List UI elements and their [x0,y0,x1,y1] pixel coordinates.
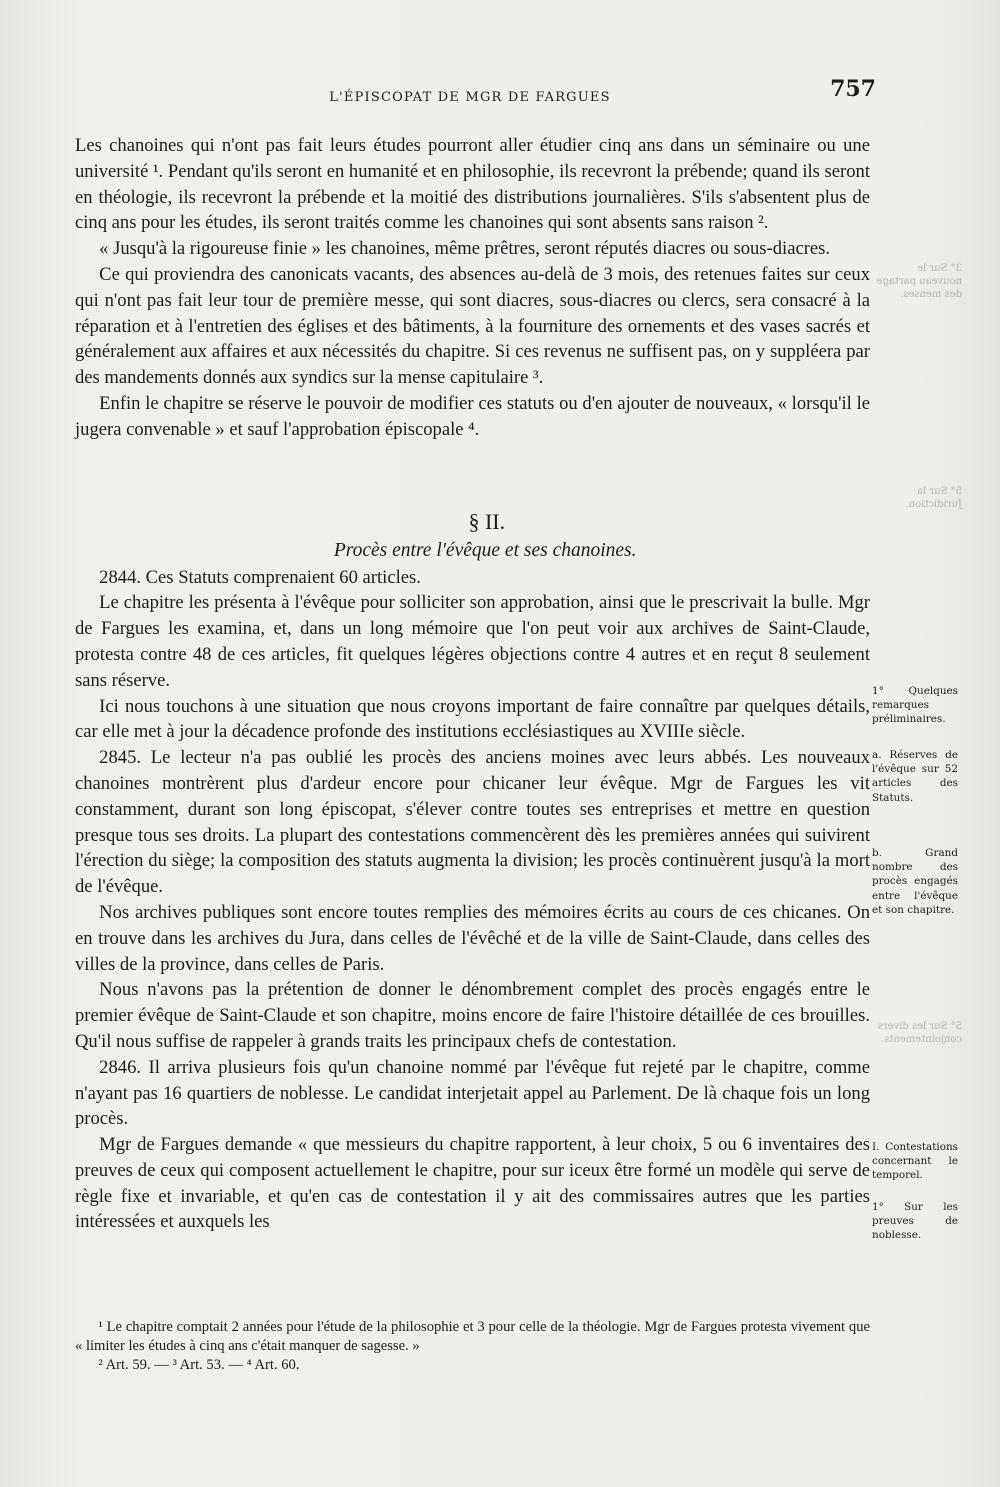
paragraph: Nos archives publiques sont encore toutes remplies des mémoires écrits au cours de ces chicanes. On en trouve dans les archives du Jura, dans celles de l'évêché et de la ville de Saint-Claude, dans celles des villes de la province, dans celles de Paris. [75,901,870,975]
margin-note-preliminary: 1° Quelques remarques préliminaires. [872,685,958,726]
margin-note-noblesse: 1° Sur les preuves de noblesse. [872,1201,958,1242]
margin-note-reserves: a. Réserves de l'évêque sur 52 articles des Statuts. [872,749,958,804]
paragraph: 2845. Le lecteur n'a pas oublié les procès des anciens moines avec leurs abbés. Les nouveaux chanoines montrèrent plus d'ardeur encore pour chicaner leur évêque. Mgr de Fargues les vit constamment, durant son long épiscopat, s'élever contre toutes ses entreprises et mettre en question presque tous ses droits. La plupart des contestations commencèrent dès les premières années qui suivirent l'érection du siège; la composition des statuts augmenta la division; les procès continuèrent jusqu'à la mort de l'évêque. [75,747,870,898]
main-text [75,133,870,1235]
footnotes [75,1318,870,1375]
margin-note-proces: b. Grand nombre des procès engagés entre l'évêque et son chapitre. [872,847,958,916]
bleed-through-note-3: 5° Sur les divers conjointements. [877,1021,962,1045]
paragraph: Les chanoines qui n'ont pas fait leurs études pourront aller étudier cinq ans dans un séminaire ou une université ¹. Pendant qu'ils seront en humanité et en philosophie, ils recevront la prébende; quand ils seront en théologie, ils recevront la prébende et la moitié des distributions journalières. S'ils s'absentent plus de cinq ans pour les études, ils seront traités comme les chanoines qui sont absents sans raison ². [75,135,870,234]
paragraph: Enfin le chapitre se réserve le pouvoir de modifier ces statuts ou d'en ajouter de nouveaux, « lorsqu'il le jugera convenable » et sauf l'approbation épiscopale ⁴. [75,392,870,440]
paragraph: 2844. Ces Statuts comprenaient 60 articles. [99,566,421,588]
paragraph: Mgr de Fargues demande « que messieurs du chapitre rapportent, à leur choix, 5 ou 6 inventaires des preuves de ceux qui composent actuellement le chapitre, pour sur iceux être formé un modèle qui serve de règle fixe et invariable, et qu'en cas de contestation il y ait des commissaires autres que les parties intéressées et auxquels les [75,1134,870,1233]
paragraph: 2846. Il arriva plusieurs fois qu'un chanoine nommé par l'évêque fut rejeté par le chapitre, comme n'ayant pas 16 quartiers de noblesse. Le candidat interjetait appel au Parlement. De là chaque fois un long procès. [75,1056,870,1130]
running-head [70,76,876,114]
section-heading: § II. [468,508,506,534]
margin-note-temporel: I. Contestations concernant le temporel. [872,1141,958,1182]
bleed-through-note-1: 3° Sur le nouveau partage des menses. [876,263,962,300]
footnote: ² Art. 59. — ³ Art. 53. — ⁴ Art. 60. [98,1357,300,1373]
paragraph: Ici nous touchons à une situation que nous croyons important de faire connaître par quelques détails, car elle met à jour la décadence profonde des institutions ecclésiastiques au XVIIIe siècle. [75,695,870,743]
paragraph: Ce qui proviendra des canonicats vacants, des absences au-delà de 3 mois, des retenues faites sur ceux qui n'ont pas fait leur tour de première messe, qui sont diacres, sous-diacres ou clercs, sera consacré à la réparation et à l'entretien des églises et des bâtiments, à la fourniture des ornements et des vases sacrés et généralement aux affaires et aux nécessités du chapitre. Si ces revenus ne suffisent pas, on y suppléera par des mandements donnés aux syndics sur la mense capitulaire ³. [75,263,870,389]
running-title: L'ÉPISCOPAT DE MGR DE FARGUES [329,90,611,105]
section-subtitle: Procès entre l'évêque et ses chanoines. [333,539,637,561]
bleed-through-note-2: 5° Sur la Juridiction. [905,486,962,510]
footnote: ¹ Le chapitre comptait 2 années pour l'étude de la philosophie et 3 pour celle de la théologie. Mgr de Fargues protesta vivement que « limiter les études à cinq ans c'était manquer de sagesse. » [75,1319,870,1354]
page-number: 757 [830,76,876,102]
paragraph: Nous n'avons pas la prétention de donner le dénombrement complet des procès engagés entre le premier évêque de Saint-Claude et son chapitre, moins encore de faire l'histoire détaillée de ces brouilles. Qu'il nous suffise de rappeler à grands traits les principaux chefs de contestation. [75,979,870,1052]
section-spacer [75,443,870,507]
paragraph: « Jusqu'à la rigoureuse finie » les chanoines, même prêtres, seront réputés diacres ou sous-diacres. [99,238,831,260]
paragraph: Le chapitre les présenta à l'évêque pour solliciter son approbation, ainsi que le prescrivait la bulle. Mgr de Fargues les examina, et, dans un long mémoire que l'on peut voir aux archives de Saint-Claude, protesta contre 48 de ces articles, fit quelques légères objections contre 4 autres et en reçut 8 seulement sans réserve. [75,592,870,691]
